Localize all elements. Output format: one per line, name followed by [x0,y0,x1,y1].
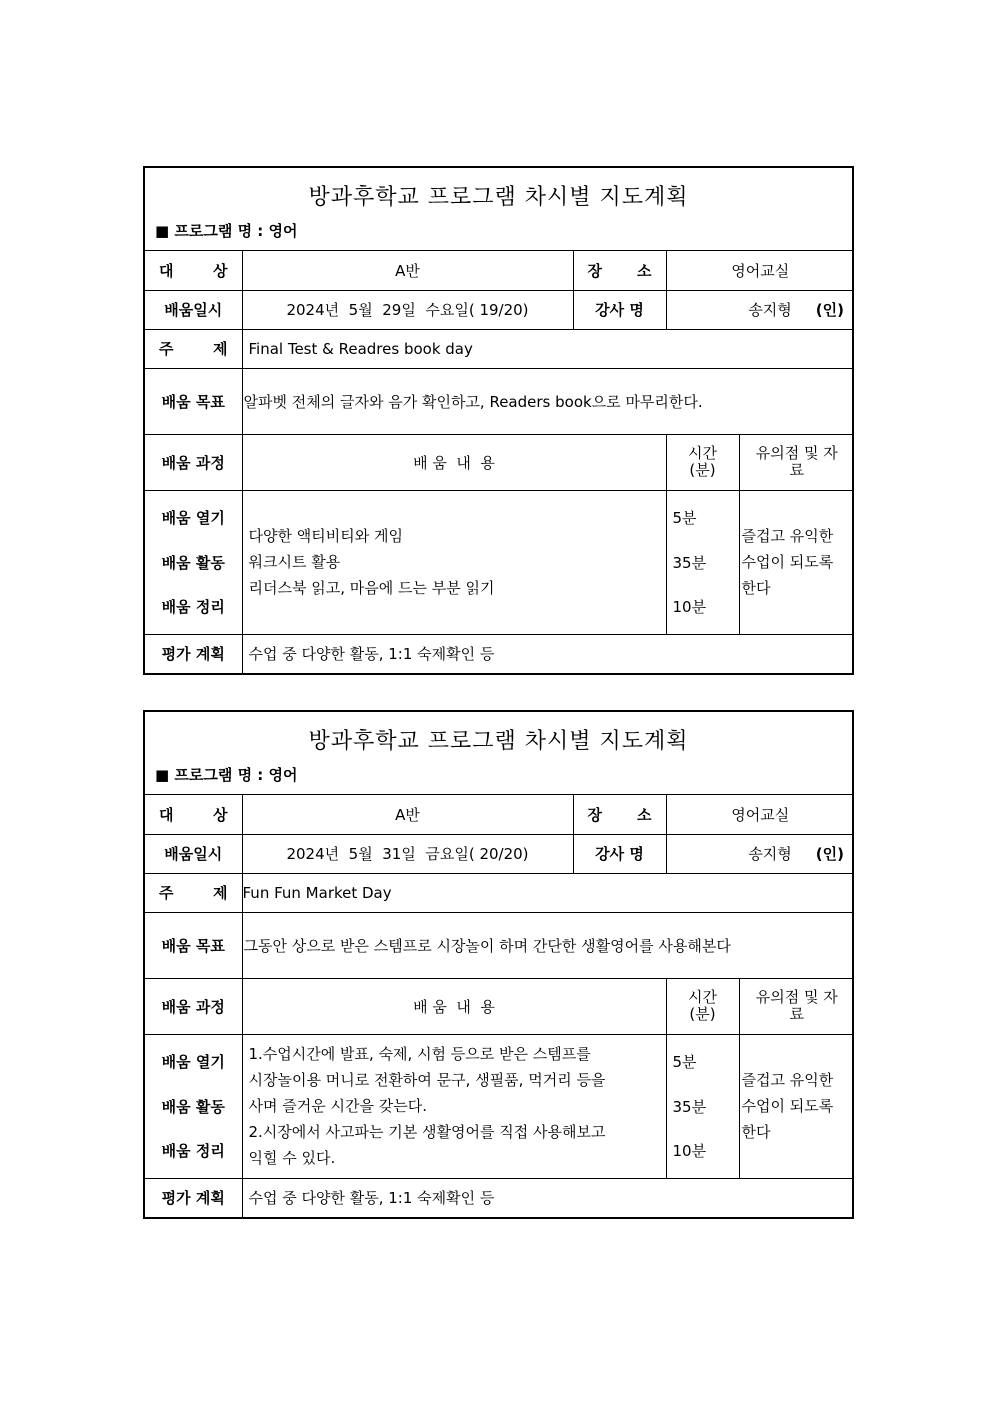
theme-value: Fun Fun Market Day [242,873,854,912]
content-line: 사며 즐거운 시간을 갖는다. [248,1097,427,1115]
time-cell [666,1034,739,1178]
stage-open-label: 배움 열기 [161,509,225,527]
date-label: 배움일시 [145,290,242,329]
time-activity: 35분 [672,553,707,572]
content-cell [242,1034,666,1178]
plan-table [145,251,854,673]
place-label: 장 소 [573,251,666,290]
time-open: 5분 [672,509,697,527]
time-header: 시간 (분) [666,434,739,490]
time-activity: 35분 [672,1097,707,1116]
theme-label: 주 제 [145,873,242,912]
plan-header [145,712,852,795]
evaluation-label: 평가 계획 [145,1178,242,1217]
target-value: A반 [242,795,573,834]
teacher-label: 강사 명 [573,834,666,873]
time-header: 시간 (분) [666,978,739,1034]
place-label: 장 소 [573,795,666,834]
stage-close-label: 배움 정리 [161,598,225,616]
stage-labels [145,490,242,634]
plan-table [145,795,854,1217]
goal-label: 배움 목표 [145,368,242,434]
goal-label: 배움 목표 [145,912,242,978]
stage-activity-label: 배움 활동 [161,553,225,572]
program-name: ■ 프로그램 명 : 영어 [155,222,298,240]
notes-value: 즐겁고 유익한 수업이 되도록 한다 [739,490,854,634]
teacher-name: 송지형 [748,301,792,319]
document-title: 방과후학교 프로그램 차시별 지도계획 [308,185,689,210]
time-close: 10분 [672,1142,707,1160]
program-name: ■ 프로그램 명 : 영어 [155,766,298,784]
teacher-label: 강사 명 [573,290,666,329]
notes-value: 즐겁고 유익한 수업이 되도록 한다 [739,1034,854,1178]
lesson-plan-2 [143,710,854,1219]
content-line: 1.수업시간에 발표, 숙제, 시험 등으로 받은 스템프를 [248,1045,591,1063]
goal-value: 그동안 상으로 받은 스템프로 시장놀이 하며 간단한 생활영어를 사용해본다 [242,912,854,978]
time-open: 5분 [672,1053,697,1071]
stage-activity-label: 배움 활동 [161,1097,225,1116]
content-cell [242,490,666,634]
content-header: 배 움 내 용 [242,978,666,1034]
theme-value: Final Test & Readres book day [242,329,854,368]
place-value: 영어교실 [666,795,854,834]
seal-mark: (인) [815,301,844,319]
theme-label: 주 제 [145,329,242,368]
teacher-cell [666,834,854,873]
stage-open-label: 배움 열기 [161,1053,225,1071]
teacher-cell [666,290,854,329]
content-line: 다양한 액티비티와 게임 [248,527,403,545]
stage-close-label: 배움 정리 [161,1142,225,1160]
notes-header: 유의점 및 자료 [739,978,854,1034]
target-value: A반 [242,251,573,290]
content-line: 시장놀이용 머니로 전환하여 문구, 생필품, 먹거리 등을 [248,1071,606,1089]
stage-labels [145,1034,242,1178]
evaluation-value: 수업 중 다양한 활동, 1:1 숙제확인 등 [242,634,854,673]
lesson-plan-1 [143,166,854,675]
time-close: 10분 [672,598,707,616]
date-value: 2024년 5월 31일 금요일( 20/20) [242,834,573,873]
content-header: 배 움 내 용 [242,434,666,490]
goal-value: 알파벳 전체의 글자와 음가 확인하고, Readers book으로 마무리한다. [242,368,854,434]
time-cell [666,490,739,634]
content-line: 워크시트 활용 [248,553,341,571]
document-title: 방과후학교 프로그램 차시별 지도계획 [308,729,689,754]
content-line: 익힐 수 있다. [248,1149,336,1167]
plan-header [145,168,852,251]
date-value: 2024년 5월 29일 수요일( 19/20) [242,290,573,329]
seal-mark: (인) [815,845,844,863]
notes-header: 유의점 및 자료 [739,434,854,490]
date-label: 배움일시 [145,834,242,873]
target-label: 대 상 [145,251,242,290]
evaluation-label: 평가 계획 [145,634,242,673]
process-label: 배움 과정 [145,978,242,1034]
evaluation-value: 수업 중 다양한 활동, 1:1 숙제확인 등 [242,1178,854,1217]
content-line: 2.시장에서 사고파는 기본 생활영어를 직접 사용해보고 [248,1123,606,1141]
process-label: 배움 과정 [145,434,242,490]
teacher-name: 송지형 [748,845,792,863]
content-line: 리더스북 읽고, 마음에 드는 부분 읽기 [248,579,495,597]
place-value: 영어교실 [666,251,854,290]
target-label: 대 상 [145,795,242,834]
